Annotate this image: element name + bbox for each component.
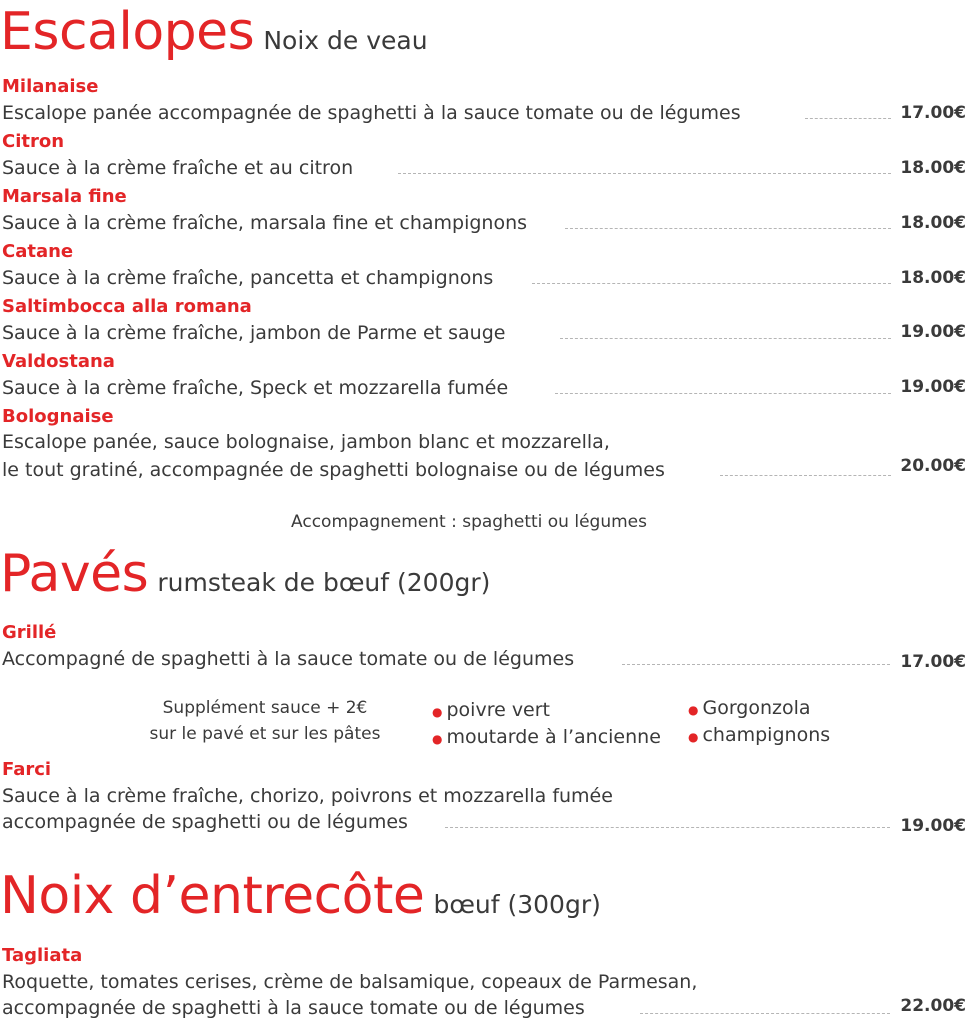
sauce-option: ● champignons	[688, 724, 831, 746]
price-leader	[622, 664, 890, 665]
section-escalopes	[0, 2, 428, 62]
menu-item-description: accompagnée de spaghetti ou de légumes	[2, 811, 408, 833]
section-title: Pavés	[0, 544, 149, 604]
menu-item-name: Milanaise	[2, 76, 99, 97]
menu-item-name: Valdostana	[2, 351, 115, 372]
section-subtitle: rumsteak de bœuf (200gr)	[157, 568, 491, 597]
section-title: Noix d’entrecôte	[0, 866, 425, 926]
menu-item-description: Roquette, tomates cerises, crème de balsamique, copeaux de Parmesan,	[2, 971, 698, 993]
menu-item-description: Sauce à la crème fraîche, chorizo, poivrons et mozzarella fumée	[2, 785, 613, 807]
menu-item-description: Sauce à la crème fraîche, jambon de Parme et sauge	[2, 322, 506, 344]
menu-item-name: Grillé	[2, 622, 57, 643]
menu-item-description: Accompagné de spaghetti à la sauce tomate ou de légumes	[2, 648, 575, 670]
menu-item-description: Escalope panée accompagnée de spaghetti à la sauce tomate ou de légumes	[2, 104, 741, 123]
menu-item-price: 19.00€	[900, 816, 966, 836]
menu-item-description: Sauce à la crème fraîche et au citron	[2, 157, 354, 179]
supplement-note: Supplément sauce + 2€	[162, 698, 368, 718]
section-paves	[0, 544, 491, 604]
menu-item-name: Marsala fine	[2, 186, 127, 207]
menu-item-description: Sauce à la crème fraîche, Speck et mozzarella fumée	[2, 377, 509, 399]
menu-item-price: 17.00€	[900, 652, 966, 672]
sauce-option: ● Gorgonzola	[688, 697, 811, 719]
price-leader	[555, 393, 891, 394]
menu-item-name: Citron	[2, 131, 65, 152]
section-title: Escalopes	[0, 2, 255, 62]
menu-item-description: le tout gratiné, accompagnée de spaghetti bolognaise ou de légumes	[2, 461, 665, 480]
menu-item-price: 18.00€	[900, 268, 966, 288]
menu-item-name: Saltimbocca alla romana	[2, 296, 252, 317]
menu-item-name: Catane	[2, 241, 74, 262]
menu-item-price: 18.00€	[900, 213, 966, 233]
price-leader	[805, 118, 891, 119]
menu-item-name: Tagliata	[2, 945, 83, 966]
bullet-icon: ●	[432, 705, 443, 719]
supplement-note: sur le pavé et sur les pâtes	[149, 724, 381, 744]
price-leader	[532, 283, 891, 284]
menu-item-description: accompagnée de spaghetti à la sauce tomate ou de légumes	[2, 997, 585, 1019]
menu-item-price: 19.00€	[900, 322, 966, 342]
price-leader	[565, 228, 891, 229]
side-dish-note: Accompagnement : spaghetti ou légumes	[291, 512, 647, 532]
bullet-icon: ●	[688, 730, 699, 744]
bullet-icon: ●	[432, 732, 443, 746]
menu-item-description: Sauce à la crème fraîche, pancetta et champignons	[2, 267, 494, 289]
price-leader	[398, 173, 891, 174]
price-leader	[640, 1013, 890, 1014]
menu-item-description: Sauce à la crème fraîche, marsala fine et champignons	[2, 212, 528, 234]
menu-item-price: 17.00€	[900, 103, 966, 123]
menu-item-description: Escalope panée, sauce bolognaise, jambon blanc et mozzarella,	[2, 431, 610, 453]
menu-item-price: 18.00€	[900, 158, 966, 178]
price-leader	[445, 827, 890, 828]
bullet-icon: ●	[688, 703, 699, 717]
section-subtitle: Noix de veau	[263, 26, 428, 55]
menu-item-price: 22.00€	[900, 996, 966, 1016]
menu-item-price: 19.00€	[900, 377, 966, 397]
section-entrecote	[0, 866, 601, 926]
menu-item-name: Bolognaise	[2, 406, 114, 427]
section-subtitle: bœuf (300gr)	[433, 890, 601, 919]
price-leader	[560, 338, 891, 339]
price-leader	[720, 475, 891, 476]
sauce-option: ● moutarde à l’ancienne	[432, 726, 661, 748]
sauce-option: ● poivre vert	[432, 699, 551, 721]
menu-item-price: 20.00€	[900, 456, 966, 476]
menu-item-name: Farci	[2, 759, 52, 780]
